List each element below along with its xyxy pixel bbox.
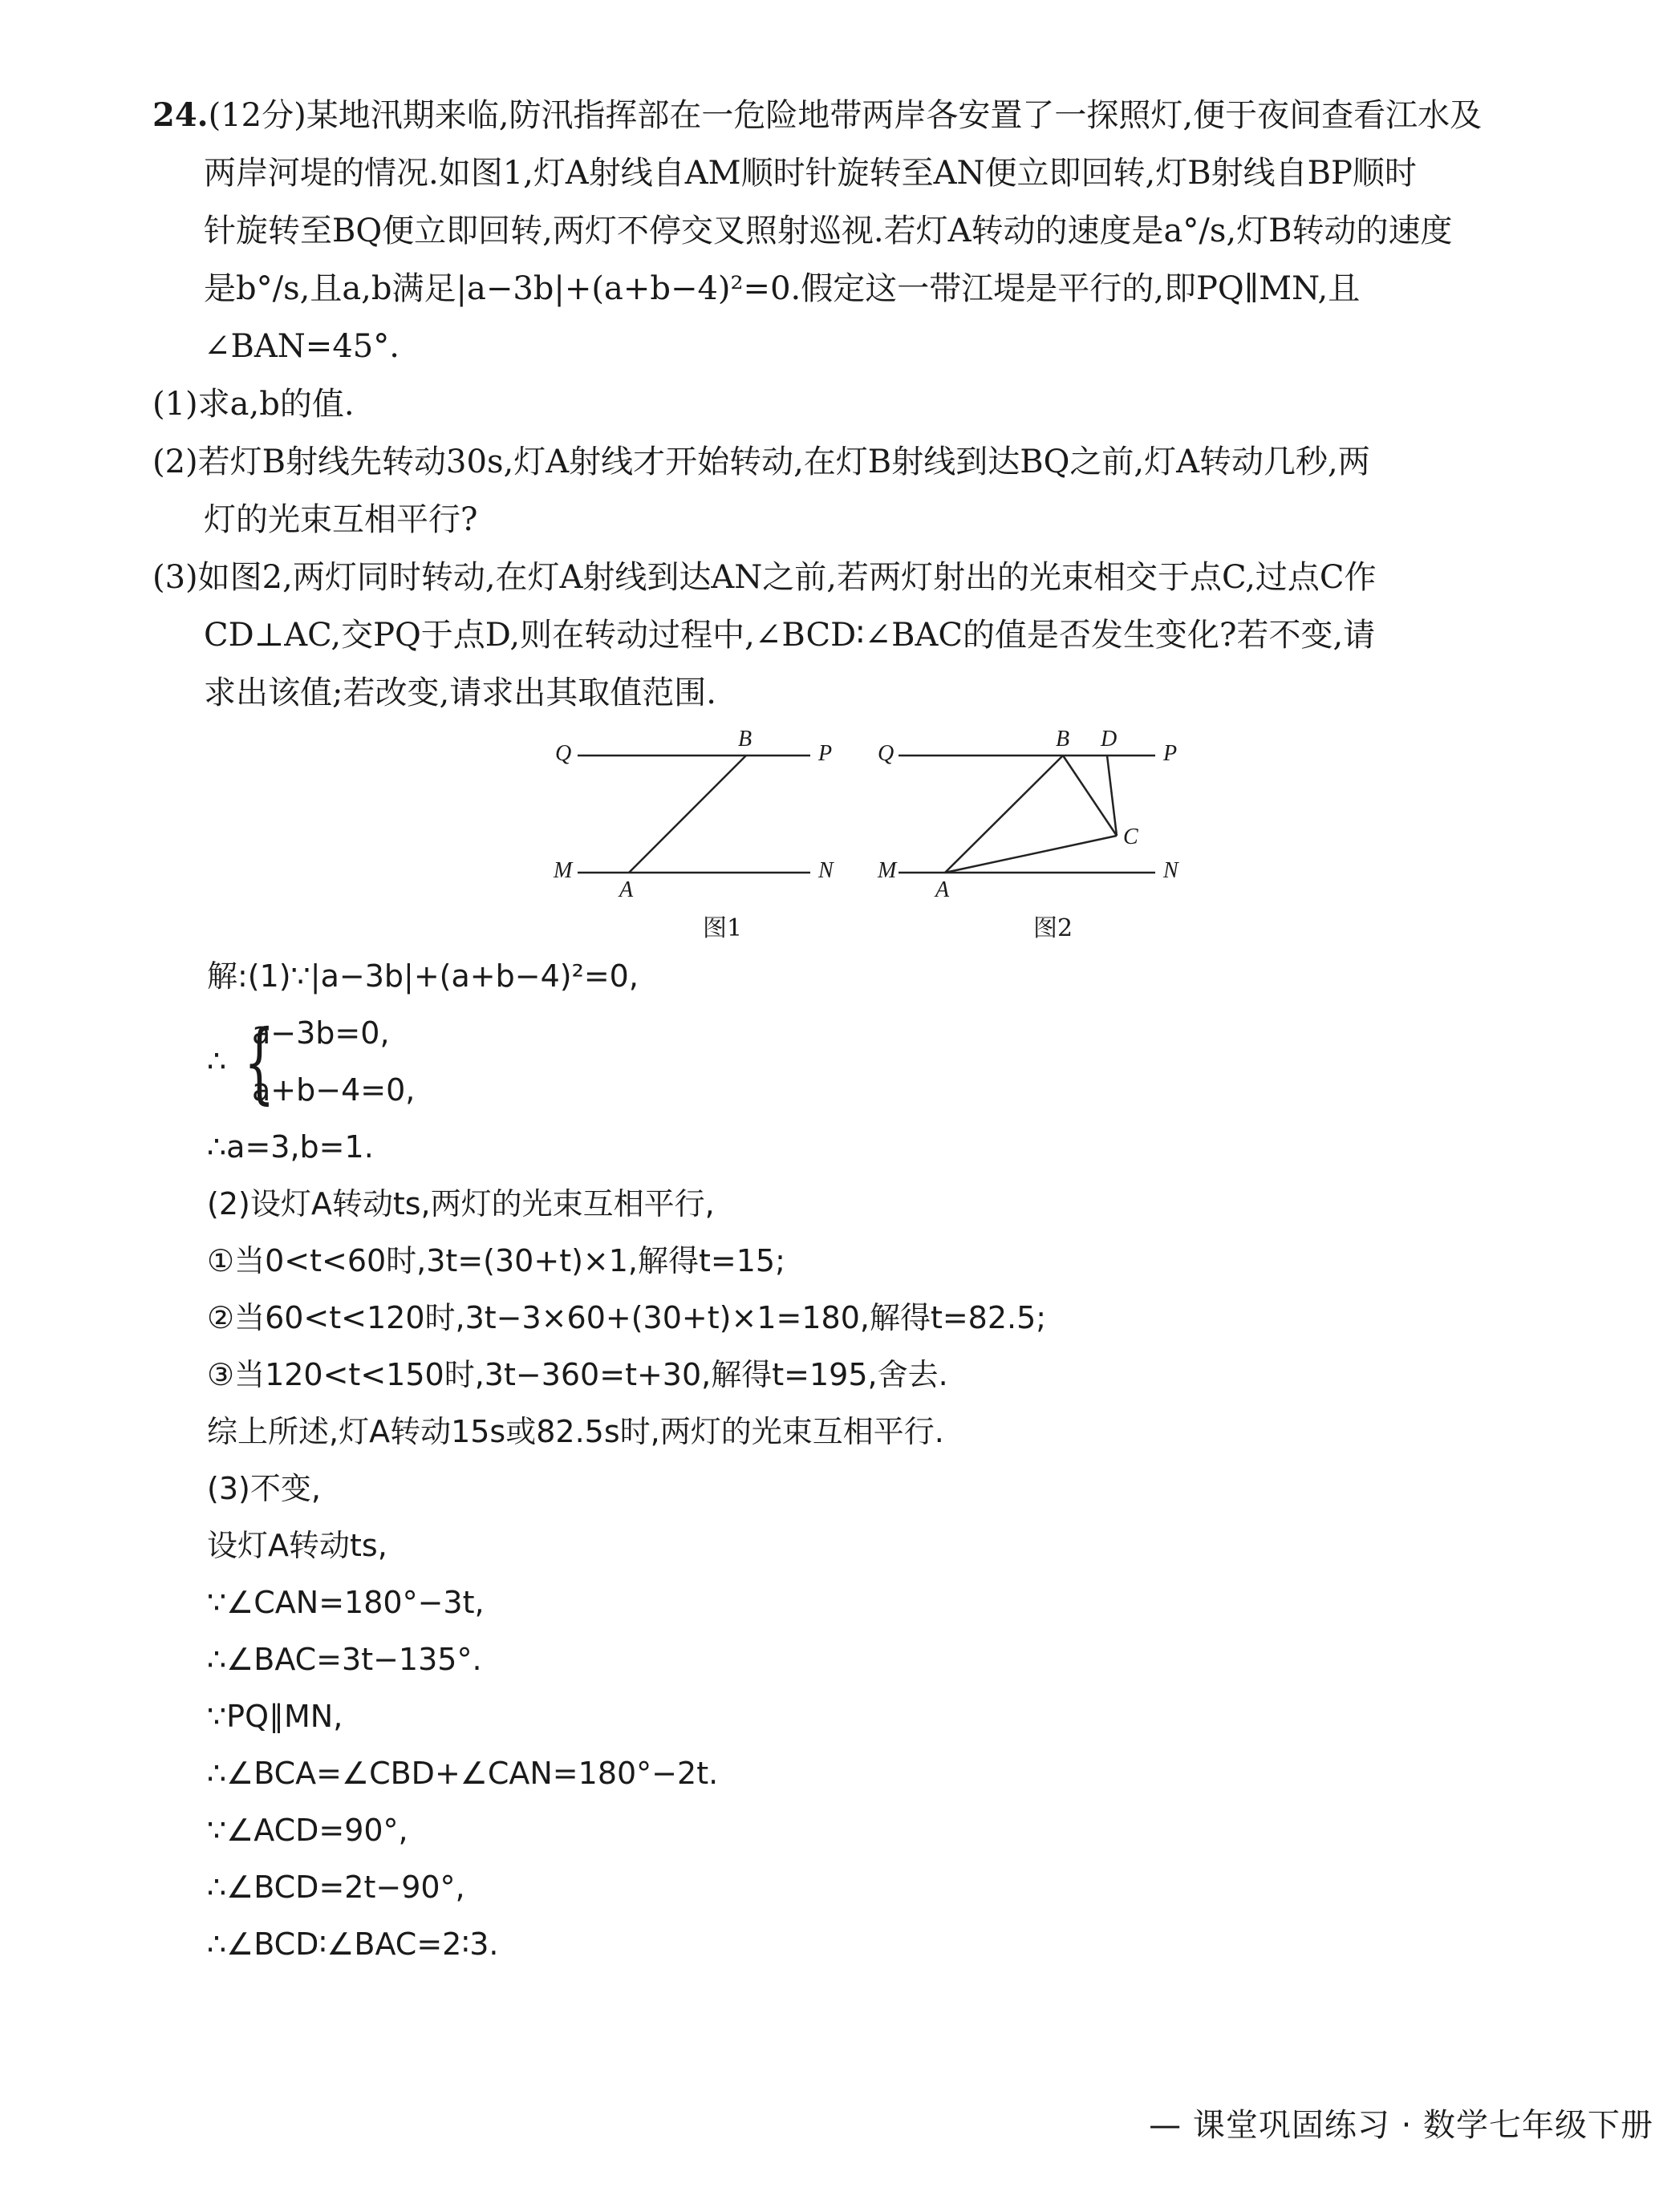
fig1-caption: 图1 bbox=[703, 914, 743, 942]
left-brace-icon: { bbox=[244, 1011, 275, 1113]
fig2-label-q: Q bbox=[878, 741, 894, 766]
equation-2: a+b−4=0, bbox=[252, 1072, 416, 1108]
fig2-label-p: P bbox=[1163, 741, 1178, 766]
figures bbox=[546, 722, 1203, 946]
solution-line-10: (3)不变, bbox=[207, 1471, 321, 1506]
statement-line-4: 是b°/s,且a,b满足|a−3b|+(a+b−4)²=0.假定这一带江堤是平行的,即PQ∥MN,且 bbox=[204, 270, 1361, 307]
solution-line-12: ∵∠CAN=180°−3t, bbox=[207, 1585, 485, 1620]
fig1-line-ab bbox=[629, 756, 746, 873]
part-2-line-2: 灯的光束互相平行? bbox=[204, 501, 478, 538]
fig2-line-ac bbox=[945, 836, 1117, 873]
solution-line-18: ∴∠BCD∶∠BAC=2∶3. bbox=[207, 1926, 499, 1962]
equation-1: a−3b=0, bbox=[252, 1015, 390, 1051]
solution-line-9: 综上所述,灯A转动15s或82.5s时,两灯的光束互相平行. bbox=[207, 1414, 944, 1449]
part-2 bbox=[152, 433, 1532, 549]
equation-system bbox=[207, 1005, 1491, 1119]
statement-line-1: (12分)某地汛期来临,防汛指挥部在一危险地带两岸各安置了一探照灯,便于夜间查看江水及 bbox=[208, 97, 1483, 134]
part-3 bbox=[152, 549, 1532, 722]
figures-svg bbox=[546, 722, 1203, 946]
fig2-line-ab bbox=[945, 756, 1063, 873]
solution-line-7: ②当60<t<120时,3t−3×60+(30+t)×1=180,解得t=82.5; bbox=[207, 1300, 1047, 1335]
page-footer: — 课堂巩固练习 · 数学七年级下册 bbox=[1149, 2107, 1653, 2144]
fig2-label-a: A bbox=[935, 877, 950, 902]
fig1-label-n: N bbox=[818, 858, 834, 883]
fig2-label-m: M bbox=[878, 858, 897, 883]
fig2-label-c: C bbox=[1123, 824, 1138, 849]
solution-line-13: ∴∠BAC=3t−135°. bbox=[207, 1642, 482, 1677]
statement-line-5: ∠BAN=45°. bbox=[204, 328, 400, 365]
solution-line-11: 设灯A转动ts, bbox=[207, 1528, 387, 1563]
problem-statement bbox=[152, 87, 1532, 722]
fig2-label-b: B bbox=[1056, 727, 1070, 752]
problem-paragraph bbox=[152, 87, 1532, 375]
statement-line-2: 两岸河堤的情况.如图1,灯A射线自AM顺时针旋转至AN便立即回转,灯B射线自BP顺时 bbox=[204, 155, 1417, 192]
therefore-symbol: ∴ bbox=[207, 1043, 227, 1079]
fig1-label-p: P bbox=[818, 741, 833, 766]
solution-line-8: ③当120<t<150时,3t−360=t+30,解得t=195,舍去. bbox=[207, 1357, 948, 1392]
solution bbox=[207, 948, 1491, 1973]
fig1-label-a: A bbox=[619, 877, 634, 902]
solution-line-15: ∴∠BCA=∠CBD+∠CAN=180°−2t. bbox=[207, 1756, 719, 1791]
part-1: (1)求a,b的值. bbox=[152, 386, 355, 423]
fig1-label-q: Q bbox=[555, 741, 572, 766]
solution-line-4: ∴a=3,b=1. bbox=[207, 1129, 374, 1165]
fig1-label-b: B bbox=[738, 727, 752, 752]
fig1-label-m: M bbox=[554, 858, 573, 883]
fig2-label-d: D bbox=[1101, 727, 1118, 752]
solution-line-17: ∴∠BCD=2t−90°, bbox=[207, 1870, 465, 1905]
solution-line-6: ①当0<t<60时,3t=(30+t)×1,解得t=15; bbox=[207, 1243, 785, 1278]
solution-line-16: ∵∠ACD=90°, bbox=[207, 1813, 408, 1848]
solution-line-1: 解:(1)∵|a−3b|+(a+b−4)²=0, bbox=[207, 958, 639, 994]
part-3-line-3: 求出该值;若改变,请求出其取值范围. bbox=[204, 675, 716, 711]
part-2-line-1: (2)若灯B射线先转动30s,灯A射线才开始转动,在灯B射线到达BQ之前,灯A转动几秒,两 bbox=[152, 444, 1370, 480]
fig2-label-n: N bbox=[1163, 858, 1178, 883]
solution-line-5: (2)设灯A转动ts,两灯的光束互相平行, bbox=[207, 1186, 715, 1221]
solution-line-14: ∵PQ∥MN, bbox=[207, 1699, 343, 1734]
part-3-line-1: (3)如图2,两灯同时转动,在灯A射线到达AN之前,若两灯射出的光束相交于点C,过点C作 bbox=[152, 559, 1377, 596]
part-3-line-2: CD⊥AC,交PQ于点D,则在转动过程中,∠BCD∶∠BAC的值是否发生变化?若不变,请 bbox=[204, 617, 1376, 654]
fig2-caption: 图2 bbox=[1033, 914, 1073, 942]
statement-line-3: 针旋转至BQ便立即回转,两灯不停交叉照射巡视.若灯A转动的速度是a°/s,灯B转动的速度 bbox=[204, 213, 1453, 249]
problem-number: 24. bbox=[152, 96, 209, 134]
